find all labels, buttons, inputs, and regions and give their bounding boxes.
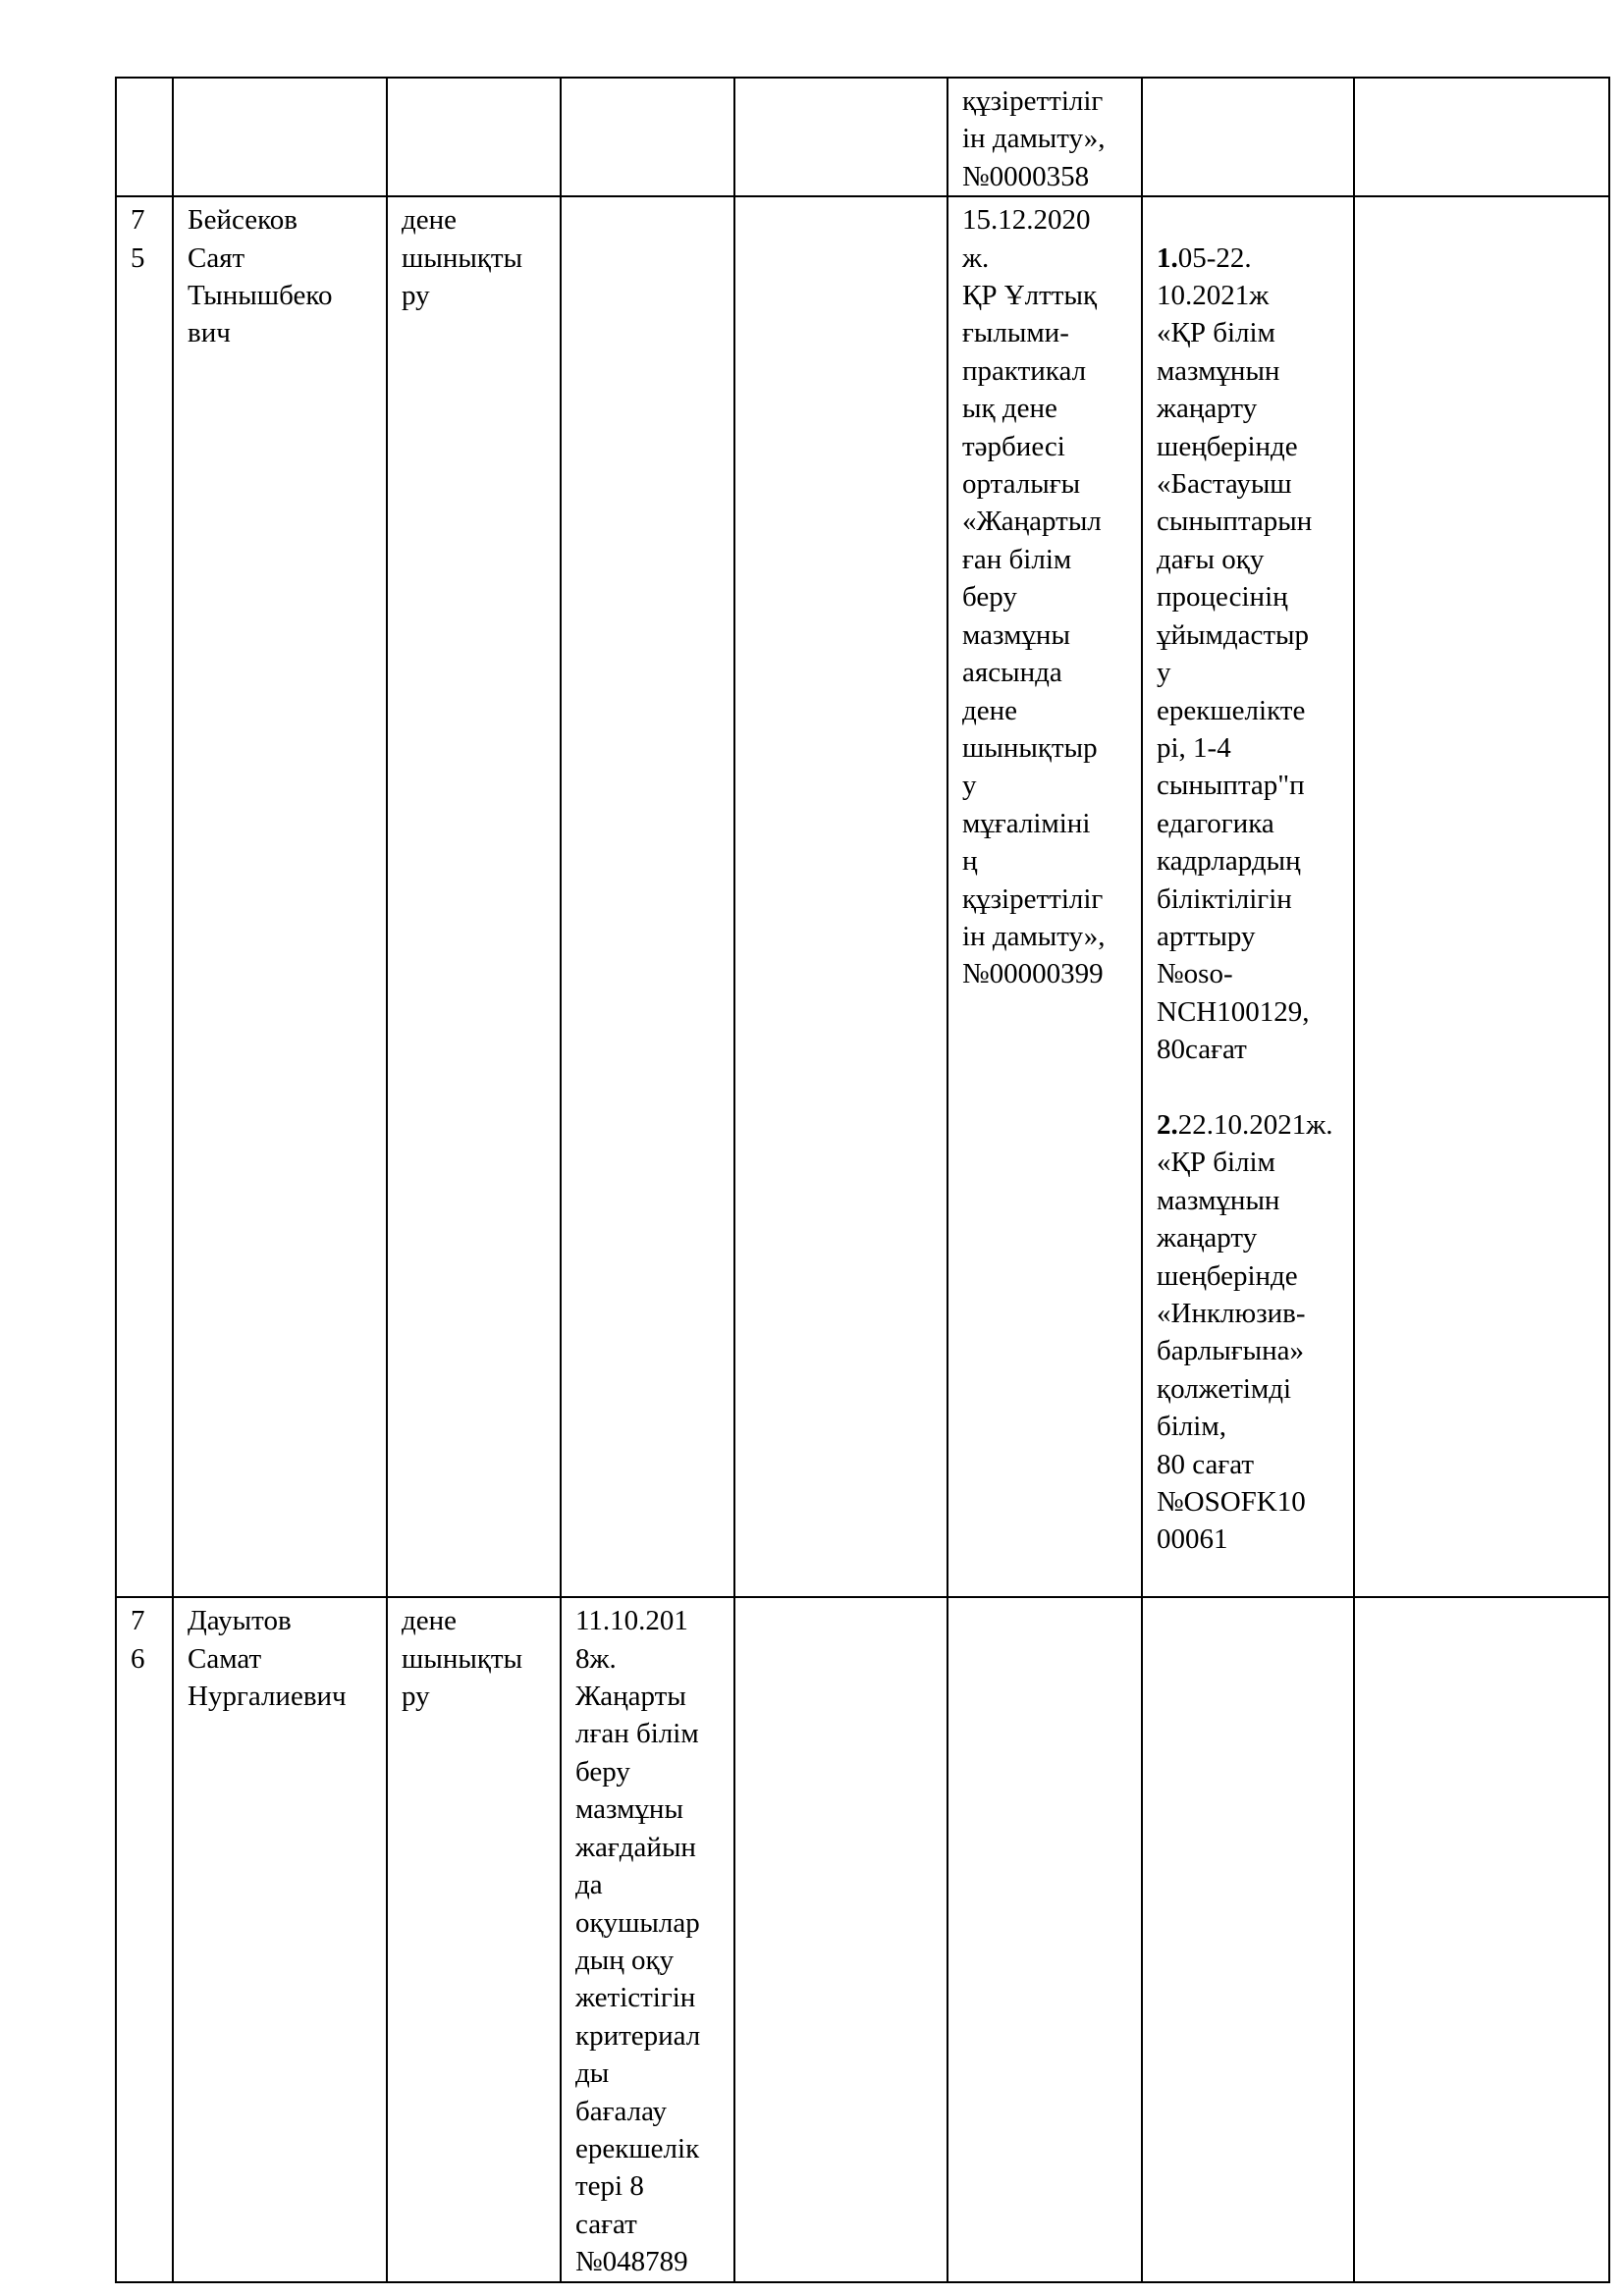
teacher-name: Бейсеков Саят Тынышбеко вич (188, 204, 333, 349)
subject: дене шынықты ру (402, 1605, 523, 1713)
course-2018: 11.10.201 8ж. Жаңарты лған білім беру мазмұны жағдайын да оқушылар дың оқу жетістігін критериал ды бағалау ерекшелік тері 8 сағат №048789 (575, 1605, 701, 2278)
subject-cell (387, 1597, 561, 2281)
course-2021-item-1-number: 1. (1157, 241, 1178, 274)
subject-cell (387, 78, 561, 196)
notes-cell (1354, 1597, 1609, 2281)
table-row (116, 1597, 1609, 2281)
course-2021-cell (1142, 78, 1354, 196)
course-2021-cell (1142, 196, 1354, 1597)
teacher-name-cell (173, 78, 387, 196)
staff-training-table (115, 77, 1610, 2283)
course-2021-item-2-number: 2. (1157, 1108, 1178, 1141)
course-2021-item-1: 05-22. 10.2021ж «ҚР білім мазмұнын жаңарту шеңберінде «Бастауыш сыныптарын дағы оқу процесінің ұйымдастыр у ерекшелікте рі, 1-4 сыныптар"п едагогика кадрлардың біліктілігін арттыру №oso- NCH100129, 80сағат (1157, 241, 1313, 1066)
course-2020-cell (947, 1597, 1142, 2281)
table-row (116, 78, 1609, 196)
table-row (116, 196, 1609, 1597)
course-2018-cell (561, 78, 734, 196)
row-number: 7 6 (131, 1605, 145, 1675)
subject: дене шынықты ру (402, 204, 523, 312)
row-number-cell (116, 1597, 173, 2281)
course-2019-cell (734, 78, 947, 196)
teacher-name: Дауытов Самат Нургалиевич (188, 1605, 347, 1713)
course-2021-cell (1142, 1597, 1354, 2281)
course-2018-cell (561, 1597, 734, 2281)
course-2019-cell (734, 196, 947, 1597)
notes-cell (1354, 78, 1609, 196)
course-2018-cell (561, 196, 734, 1597)
subject-cell (387, 196, 561, 1597)
row-number: 7 5 (131, 204, 145, 274)
course-2020: құзіреттіліг ін дамыту», №0000358 (962, 85, 1106, 192)
row-number-cell (116, 78, 173, 196)
course-2020-cell (947, 196, 1142, 1597)
course-2020: 15.12.2020 ж. ҚР Ұлттық ғылыми- практикал ық дене тәрбиесі орталығы «Жаңартыл ған білім беру мазмұны аясында дене шынықтыр у мұғалімінi ң құзіреттіліг ін дамыту», №00000399 (962, 204, 1106, 990)
course-2020-cell (947, 78, 1142, 196)
row-number-cell (116, 196, 173, 1597)
notes-cell (1354, 196, 1609, 1597)
course-2019-cell (734, 1597, 947, 2281)
course-2021-item-2: 22.10.2021ж. «ҚР білім мазмұнын жаңарту шеңберінде «Инклюзив- барлығына» қолжетімді білім, 80 сағат №OSOFK10 00061 (1157, 1108, 1333, 1556)
teacher-name-cell (173, 1597, 387, 2281)
teacher-name-cell (173, 196, 387, 1597)
